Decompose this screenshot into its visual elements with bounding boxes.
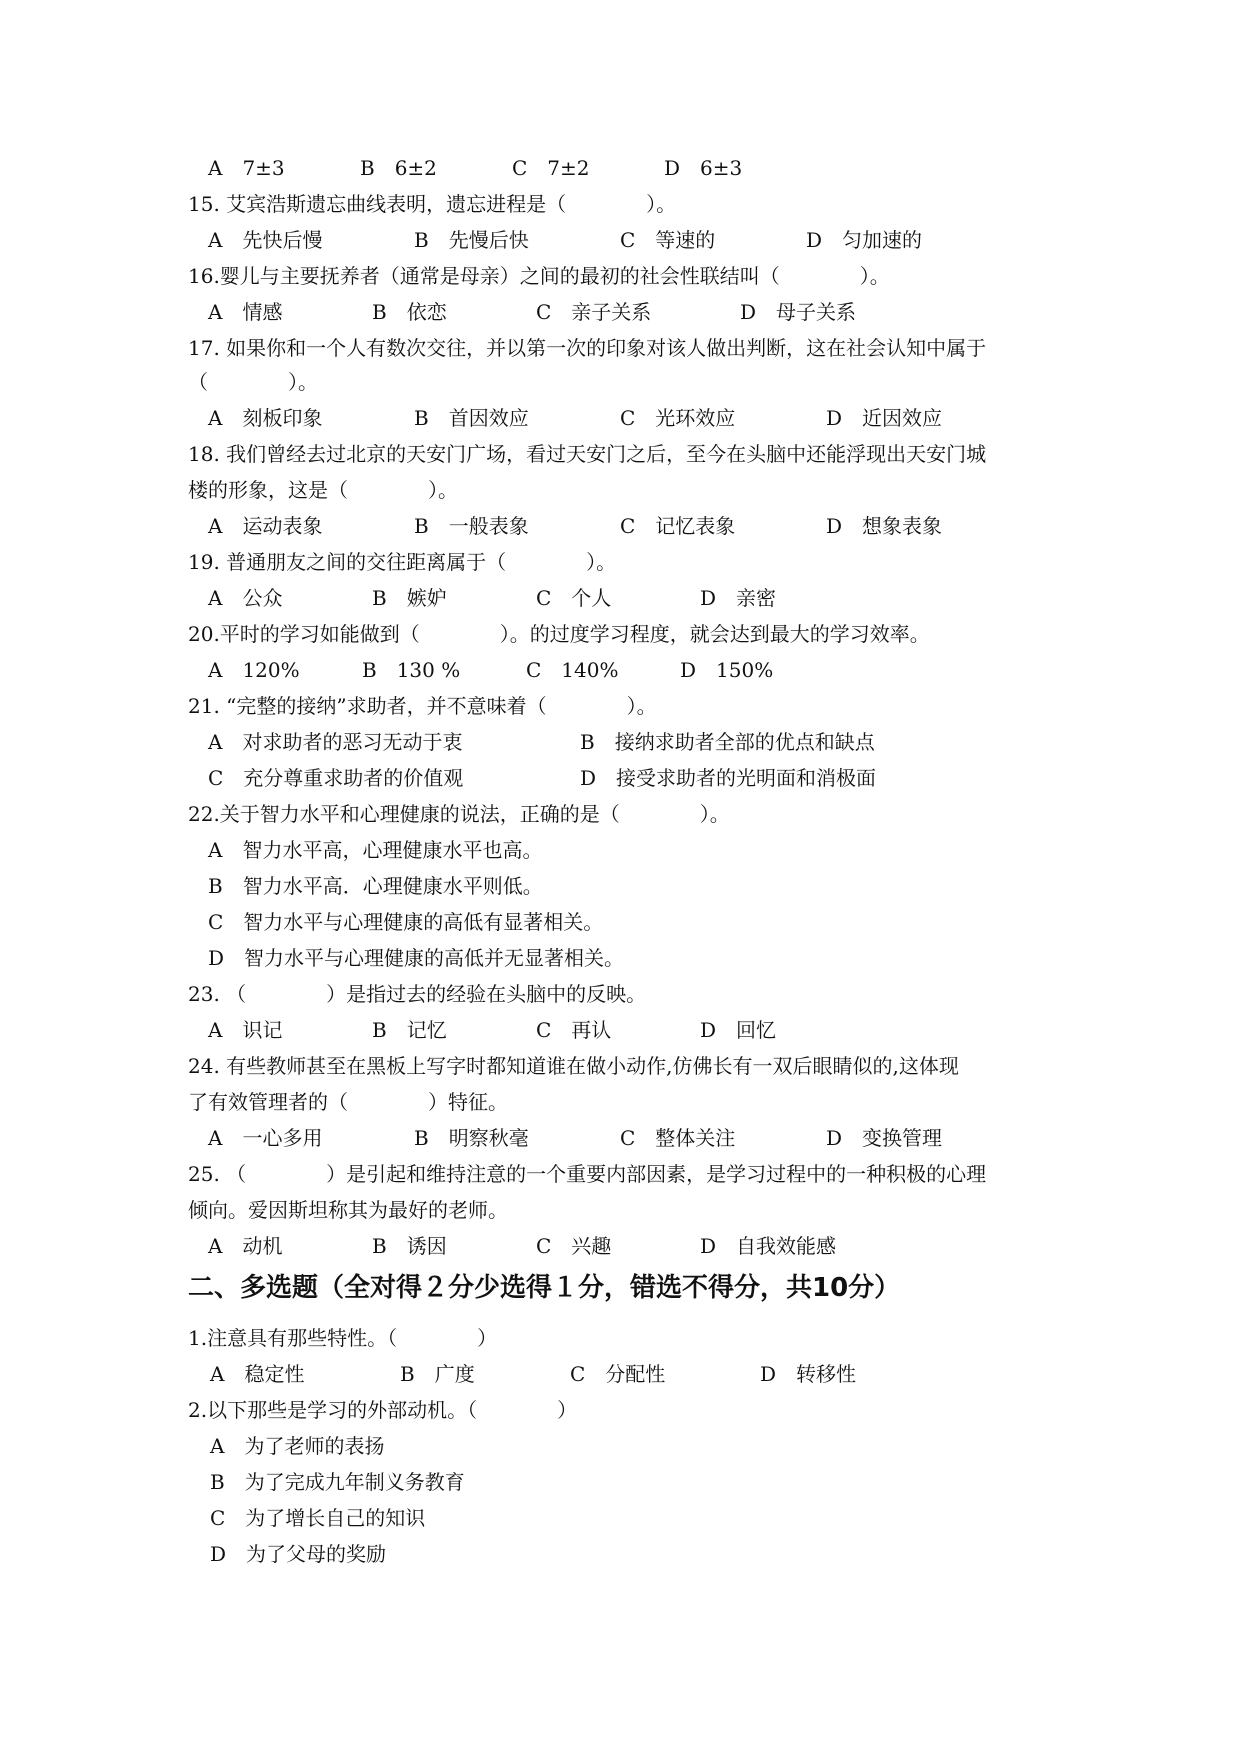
option: A 对求助者的恶习无动于衷 [208,730,463,754]
option: D 回忆 [700,1018,777,1042]
question-stem: 22.关于智力水平和心理健康的说法，正确的是（ ）。 [188,802,730,826]
option: B 130 % [362,658,461,682]
option: D 为了父母的奖励 [210,1542,387,1566]
option: B 依恋 [372,300,447,324]
option: A 先快后慢 [208,228,323,252]
option: C 个人 [536,586,612,610]
question-stem-cont: 了有效管理者的（ ）特征。 [188,1090,508,1114]
question-stem-cont: （ ）。 [188,370,318,394]
option: B 智力水平高．心理健康水平则低。 [208,874,543,898]
option: B 一般表象 [414,514,529,538]
option: D 转移性 [760,1362,857,1386]
question-stem-cont: 倾向。爱因斯坦称其为最好的老师。 [188,1198,508,1222]
option: A 120% [208,658,300,682]
option: D 自我效能感 [700,1234,837,1258]
question-stem: 21. “完整的接纳”求助者，并不意味着（ ）。 [188,694,657,718]
option: D 母子关系 [740,300,857,324]
option: A 运动表象 [208,514,323,538]
option: D 接受求助者的光明面和消极面 [580,766,877,790]
question-stem: 20.平时的学习如能做到（ ）。的过度学习程度，就会达到最大的学习效率。 [188,622,930,646]
option: C 光环效应 [620,406,736,430]
option: D 变换管理 [826,1126,943,1150]
option: B 诱因 [372,1234,447,1258]
option: B 记忆 [372,1018,447,1042]
question-stem: 23. （ ）是指过去的经验在头脑中的反映。 [188,982,647,1006]
option: D 6±3 [664,156,743,180]
option: A 识记 [208,1018,283,1042]
option: D 近因效应 [826,406,943,430]
question-stem: 18. 我们曾经去过北京的天安门广场，看过天安门之后，至今在头脑中还能浮现出天安门城 [188,442,987,466]
question-stem: 19. 普通朋友之间的交往距离属于（ ）。 [188,550,617,574]
option: A 7±3 [208,156,285,180]
question-stem-cont: 楼的形象，这是（ ）。 [188,478,458,502]
option: A 刻板印象 [208,406,323,430]
option: A 一心多用 [208,1126,323,1150]
option: D 匀加速的 [806,228,923,252]
option: B 明察秋毫 [414,1126,529,1150]
option: C 140% [526,658,619,682]
option: B 先慢后快 [414,228,529,252]
option: A 公众 [208,586,283,610]
question-stem: 1.注意具有那些特性。（ ） [188,1326,498,1350]
option: B 接纳求助者全部的优点和缺点 [580,730,875,754]
option: A 情感 [208,300,283,324]
question-stem: 15. 艾宾浩斯遗忘曲线表明，遗忘进程是（ ）。 [188,192,677,216]
option: C 分配性 [570,1362,666,1386]
question-stem: 2.以下那些是学习的外部动机。（ ） [188,1398,578,1422]
option: C 7±2 [512,156,590,180]
question-stem: 25. （ ）是引起和维持注意的一个重要内部因素，是学习过程中的一种积极的心理 [188,1162,987,1186]
option: A 为了老师的表扬 [210,1434,385,1458]
option: B 广度 [400,1362,475,1386]
option: C 等速的 [620,228,716,252]
option: D 想象表象 [826,514,943,538]
option: B 首因效应 [414,406,529,430]
option: A 智力水平高，心理健康水平也高。 [208,838,543,862]
option: B 6±2 [360,156,437,180]
question-stem: 16.婴儿与主要抚养者（通常是母亲）之间的最初的社会性联结叫（ ）。 [188,264,890,288]
option: C 记忆表象 [620,514,736,538]
section-heading: 二、多选题（全对得２分少选得１分，错选不得分，共10分） [188,1273,901,1303]
option: B 嫉妒 [372,586,447,610]
option: A 动机 [208,1234,283,1258]
option: C 兴趣 [536,1234,612,1258]
option: C 智力水平与心理健康的高低有显著相关。 [208,910,604,934]
question-stem: 17. 如果你和一个人有数次交往，并以第一次的印象对该人做出判断，这在社会认知中属于 [188,336,987,360]
option: C 整体关注 [620,1126,736,1150]
option: C 充分尊重求助者的价值观 [208,766,464,790]
option: B 为了完成九年制义务教育 [210,1470,465,1494]
question-stem: 24. 有些教师甚至在黑板上写字时都知道谁在做小动作,仿佛长有一双后眼睛似的,这体现 [188,1054,959,1078]
option: D 智力水平与心理健康的高低并无显著相关。 [208,946,625,970]
option: C 为了增长自己的知识 [210,1506,426,1530]
option: C 再认 [536,1018,612,1042]
option: D 150% [680,658,774,682]
option: C 亲子关系 [536,300,652,324]
option: D 亲密 [700,586,777,610]
option: A 稳定性 [210,1362,305,1386]
